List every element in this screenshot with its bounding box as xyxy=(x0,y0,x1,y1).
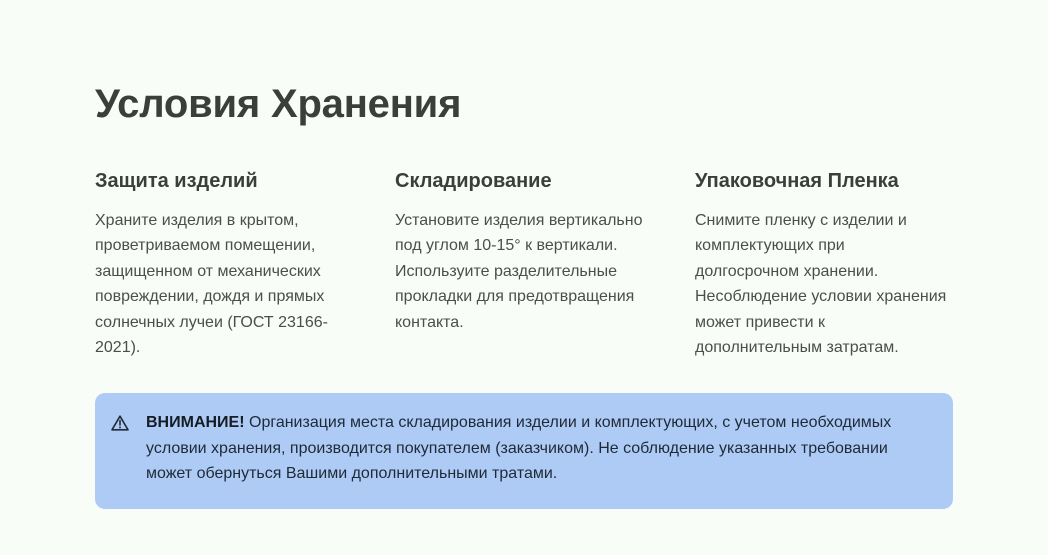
notice-message: Организация места складирования изделии и комплектующих, с учетом необходимых условии хранения, производится покупателем (заказчиком). Не соблюдение указанных требовании может обернуться Вашими дополнительными тратами. xyxy=(146,414,892,482)
column-text: Храните изделия в крытом, проветриваемом помещении, защищенном от механических повреждении, дождя и прямых солнечных лучеи (ГОСТ 23166-2021). xyxy=(95,212,328,357)
column-product-protection xyxy=(95,168,351,360)
info-columns xyxy=(95,168,955,360)
column-title: Упаковочная Пленка xyxy=(695,170,899,192)
warning-notice xyxy=(95,393,953,509)
storage-conditions-section xyxy=(95,78,955,360)
column-storage xyxy=(395,168,651,360)
column-text: Установите изделия вертикально под углом 10-15° к вертикали. Используите разделительные прокладки для предотвращения контакта. xyxy=(395,212,643,331)
column-title: Складирование xyxy=(395,170,552,192)
notice-text xyxy=(146,410,913,487)
notice-heading: ВНИМАНИЕ! xyxy=(146,414,245,431)
column-text: Снимите пленку с изделии и комплектующих при долгосрочном хранении. Несоблюдение условии хранения может привести к дополнительным затратам. xyxy=(695,212,947,357)
column-title: Защита изделий xyxy=(95,170,258,192)
warning-triangle-icon xyxy=(111,415,129,431)
column-packaging-film xyxy=(695,168,951,360)
page-title: Условия Хранения xyxy=(95,82,462,126)
